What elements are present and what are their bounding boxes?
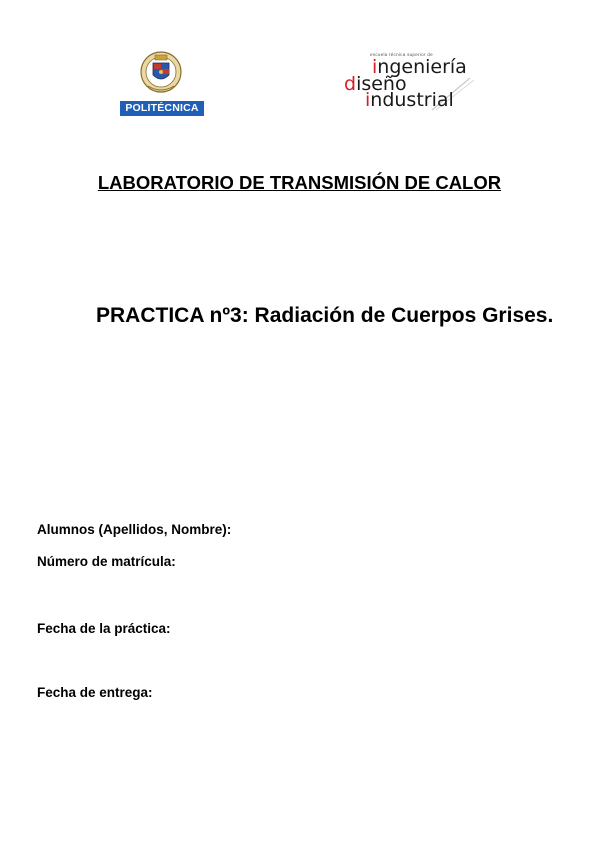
school-small-text: escuela técnica superior de <box>370 52 433 57</box>
school-line-2-text: iseño <box>356 73 407 95</box>
school-logo <box>340 50 476 112</box>
school-line-2-initial: d <box>344 73 357 95</box>
enrollment-field-label: Número de matrícula: <box>37 554 176 569</box>
school-line-1-text: ngeniería <box>377 56 467 78</box>
upm-logo <box>118 50 206 118</box>
upm-label: POLITÉCNICA <box>120 101 204 116</box>
school-line-3-text: ndustrial <box>370 89 454 111</box>
upm-crest-icon <box>140 50 182 98</box>
school-line-3 <box>365 91 454 110</box>
students-field-label: Alumnos (Apellidos, Nombre): <box>37 522 232 537</box>
school-line-1-initial: i <box>372 56 378 78</box>
practice-subtitle: PRACTICA nº3: Radiación de Cuerpos Grises. <box>96 304 554 327</box>
delivery-date-field-label: Fecha de entrega: <box>37 685 153 700</box>
document-title: LABORATORIO DE TRANSMISIÓN DE CALOR <box>97 172 502 193</box>
school-line-3-initial: i <box>365 89 371 111</box>
practice-date-field-label: Fecha de la práctica: <box>37 621 171 636</box>
